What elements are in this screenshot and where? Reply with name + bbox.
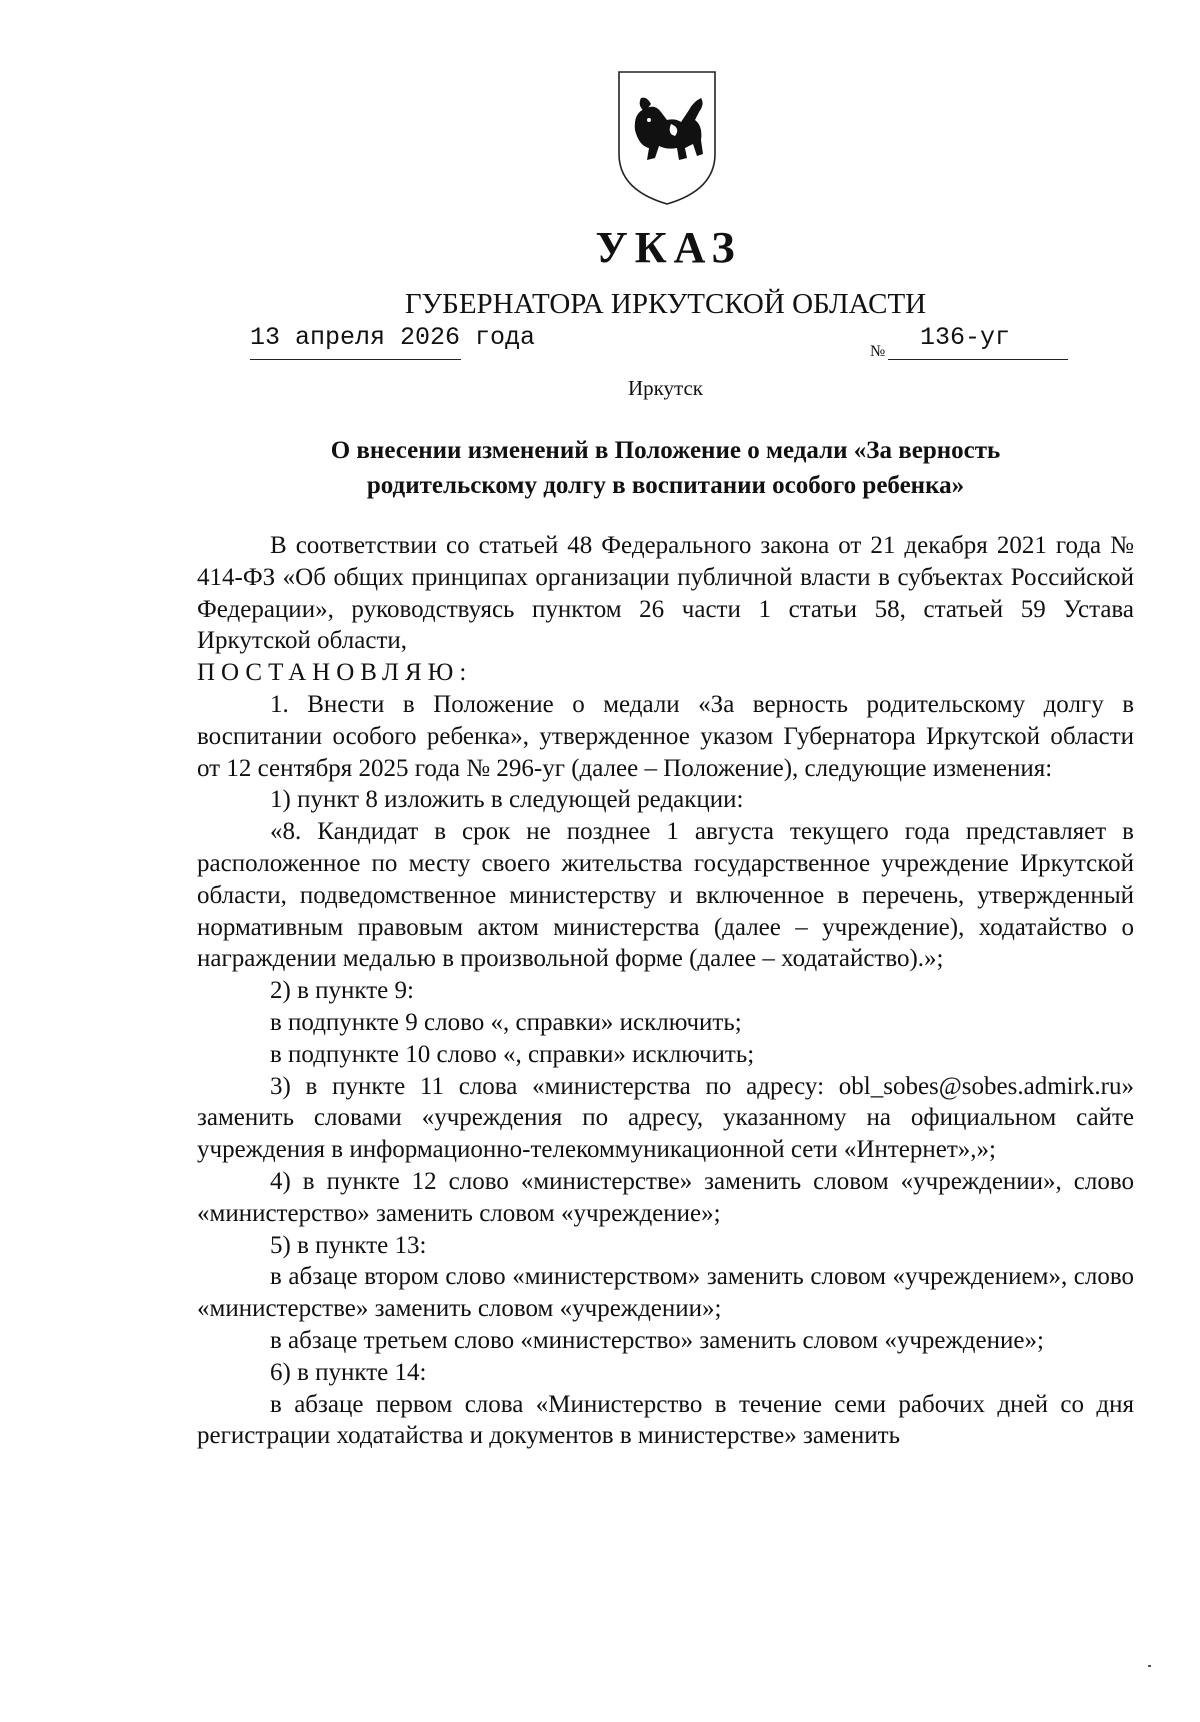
document-date: 13 апреля 2026 года	[250, 323, 536, 352]
paragraph: 4) в пункте 12 слово «министерстве» заменить словом «учреждении», слово «министерство» заменить словом «учреждение»;	[197, 1167, 1134, 1227]
paragraph: 1. Внести в Положение о медали «За верность родительскому долгу в воспитании особого ребенка», утвержденное указом Губернатора Иркутской области от 12 сентября 2025 года № 296-уг (далее – Положение), следующие изменения:	[197, 690, 1134, 782]
date-underline	[250, 359, 461, 360]
paragraph: 6) в пункте 14:	[270, 1358, 427, 1386]
coat-of-arms-icon	[615, 68, 719, 208]
number-sign: №	[870, 343, 886, 360]
preamble: В соответствии со статьей 48 Федерального закона от 21 декабря 2021 года № 414-ФЗ «Об общих принципах организации публичной власти в субъектах Российской Федерации», руководствуясь пунктом 26 части 1 статьи 58, статьей 59 Устава Иркутской области,	[197, 532, 1134, 655]
paragraph: 1) пункт 8 изложить в следующей редакции:	[270, 786, 744, 814]
document-number: 136-уг	[920, 323, 1011, 352]
heading-text: О внесении изменений в Положение о медали «За верность родительскому долгу в воспитании особого ребенка»	[330, 437, 1001, 499]
paragraph: «8. Кандидат в срок не позднее 1 августа текущего года представляет в расположенное по месту своего жительства государственное учреждение Иркутской области, подведомственное министерству и включенное в перечень, утвержденный нормативным правовым актом министерства (далее – учреждение), ходатайство о награждении медалью в произвольной форме (далее – ходатайство).»;	[197, 818, 1134, 973]
paragraph: в абзаце первом слова «Министерство в течение семи рабочих дней со дня регистрации ходатайства и документов в министерстве» заменить	[197, 1390, 1134, 1450]
scan-artifact	[1148, 1665, 1151, 1667]
document-heading	[0, 433, 1200, 503]
paragraph: в подпункте 10 слово «, справки» исключить;	[270, 1040, 755, 1068]
document-body	[197, 530, 1134, 1452]
paragraph: 3) в пункте 11 слова «министерства по адресу: obl_sobes@sobes.admirk.ru» заменить словами «учреждения по адресу, указанному на официальном сайте учреждения в информационно-телекоммуникационной сети «Интернет»,»;	[197, 1072, 1134, 1164]
paragraph: 5) в пункте 13:	[270, 1231, 427, 1259]
resolve-statement: ПОСТАНОВЛЯЮ:	[197, 659, 473, 687]
paragraph: 2) в пункте 9:	[270, 977, 414, 1005]
document-subtitle: ГУБЕРНАТОРА ИРКУТСКОЙ ОБЛАСТИ	[404, 288, 927, 320]
paragraph: в подпункте 9 слово «, справки» исключить;	[270, 1008, 742, 1036]
document-title: УКАЗ	[595, 223, 742, 272]
paragraph: в абзаце третьем слово «министерство» заменить словом «учреждение»;	[270, 1326, 1044, 1354]
paragraph: в абзаце втором слово «министерством» заменить словом «учреждением», слово «министерстве» заменить словом «учреждении»;	[197, 1263, 1134, 1323]
number-underline	[888, 359, 1068, 360]
document-city: Иркутск	[627, 376, 704, 400]
